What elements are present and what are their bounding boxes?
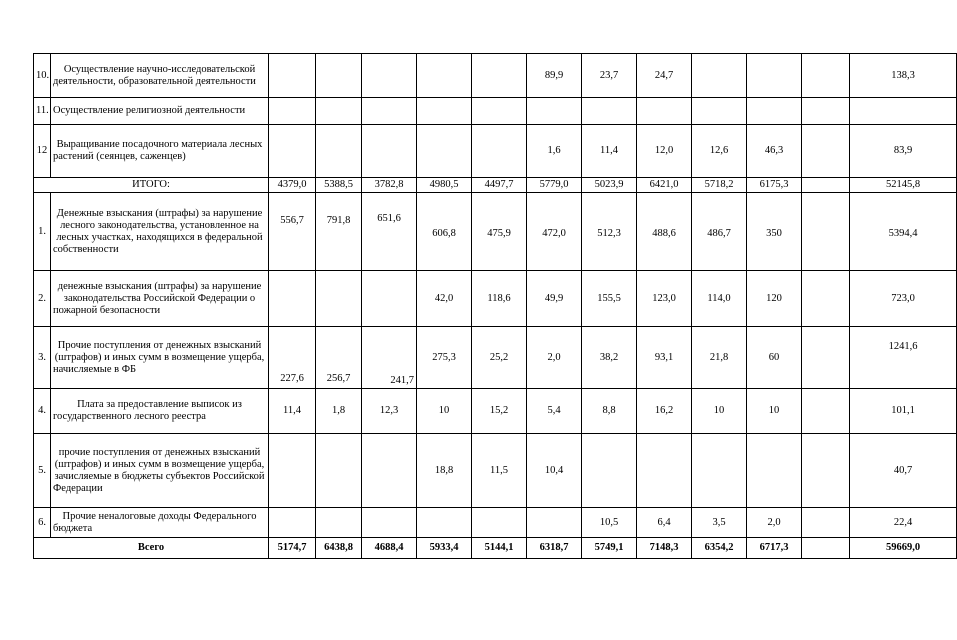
row-number: 5. — [34, 434, 51, 508]
cell — [802, 98, 850, 125]
cell — [802, 389, 850, 434]
cell — [269, 271, 316, 327]
cell: 60 — [747, 327, 802, 389]
cell: 2,0 — [747, 508, 802, 538]
cell: 1,8 — [316, 389, 362, 434]
cell: 5779,0 — [527, 178, 582, 193]
cell: 350 — [747, 193, 802, 271]
table-row — [34, 125, 957, 178]
cell: 21,8 — [692, 327, 747, 389]
cell: 23,7 — [582, 54, 637, 98]
grand-total-row — [34, 538, 957, 559]
cell: 46,3 — [747, 125, 802, 178]
cell: 11,4 — [269, 389, 316, 434]
cell — [269, 508, 316, 538]
cell: 475,9 — [472, 193, 527, 271]
cell: 10 — [417, 389, 472, 434]
subtotal-label: ИТОГО: — [34, 178, 269, 193]
row-number: 6. — [34, 508, 51, 538]
cell: 4379,0 — [269, 178, 316, 193]
cell: 123,0 — [637, 271, 692, 327]
cell — [417, 125, 472, 178]
cell — [362, 125, 417, 178]
cell: 38,2 — [582, 327, 637, 389]
cell: 93,1 — [637, 327, 692, 389]
cell: 18,8 — [417, 434, 472, 508]
row-number: 10. — [34, 54, 51, 98]
cell: 114,0 — [692, 271, 747, 327]
cell: 24,7 — [637, 54, 692, 98]
table-row — [34, 434, 957, 508]
cell — [316, 271, 362, 327]
cell: 8,8 — [582, 389, 637, 434]
cell: 5718,2 — [692, 178, 747, 193]
cell — [637, 98, 692, 125]
cell — [316, 508, 362, 538]
cell: 25,2 — [472, 327, 527, 389]
cell — [527, 98, 582, 125]
cell — [316, 434, 362, 508]
cell: 49,9 — [527, 271, 582, 327]
cell: 1,6 — [527, 125, 582, 178]
cell: 6354,2 — [692, 538, 747, 559]
total-cell: 101,1 — [850, 389, 957, 434]
cell — [747, 434, 802, 508]
cell: 3782,8 — [362, 178, 417, 193]
row-number: 3. — [34, 327, 51, 389]
table-row — [34, 389, 957, 434]
cell: 556,7 — [269, 193, 316, 271]
cell: 10,4 — [527, 434, 582, 508]
table-row — [34, 508, 957, 538]
table-row — [34, 193, 957, 271]
cell: 2,0 — [527, 327, 582, 389]
cell: 472,0 — [527, 193, 582, 271]
cell: 15,2 — [472, 389, 527, 434]
cell — [269, 434, 316, 508]
cell — [362, 98, 417, 125]
row-number: 12 — [34, 125, 51, 178]
cell — [269, 54, 316, 98]
cell: 10 — [747, 389, 802, 434]
cell: 12,3 — [362, 389, 417, 434]
cell: 791,8 — [316, 193, 362, 271]
cell — [362, 434, 417, 508]
cell: 5144,1 — [472, 538, 527, 559]
row-description: Выращивание посадочного материала лесных растений (сеянцев, саженцев) — [51, 125, 269, 178]
cell: 4497,7 — [472, 178, 527, 193]
cell — [362, 54, 417, 98]
cell — [582, 434, 637, 508]
cell: 486,7 — [692, 193, 747, 271]
total-cell: 1241,6 — [850, 327, 957, 389]
cell: 155,5 — [582, 271, 637, 327]
cell — [802, 54, 850, 98]
cell — [747, 98, 802, 125]
cell: 5,4 — [527, 389, 582, 434]
cell: 6717,3 — [747, 538, 802, 559]
row-description: Прочие поступления от денежных взысканий (штрафов) и иных сумм в возмещение ущерба, начисляемые в ФБ — [51, 327, 269, 389]
cell: 6175,3 — [747, 178, 802, 193]
subtotal-row — [34, 178, 957, 193]
cell — [637, 434, 692, 508]
table-row — [34, 54, 957, 98]
cell — [472, 125, 527, 178]
table-row — [34, 271, 957, 327]
cell — [802, 434, 850, 508]
cell — [269, 125, 316, 178]
cell — [802, 271, 850, 327]
cell: 89,9 — [527, 54, 582, 98]
cell — [802, 125, 850, 178]
cell: 512,3 — [582, 193, 637, 271]
cell — [692, 54, 747, 98]
cell — [316, 98, 362, 125]
cell — [417, 98, 472, 125]
cell — [692, 434, 747, 508]
cell: 120 — [747, 271, 802, 327]
cell: 6438,8 — [316, 538, 362, 559]
cell: 6,4 — [637, 508, 692, 538]
cell — [802, 193, 850, 271]
row-number: 1. — [34, 193, 51, 271]
cell — [802, 508, 850, 538]
row-description: Прочие неналоговые доходы Федерального бюджета — [51, 508, 269, 538]
row-description: Осуществление религиозной деятельности — [51, 98, 269, 125]
total-cell: 59669,0 — [850, 538, 957, 559]
cell: 11,4 — [582, 125, 637, 178]
cell: 5749,1 — [582, 538, 637, 559]
cell: 488,6 — [637, 193, 692, 271]
cell: 241,7 — [362, 327, 417, 389]
total-cell: 52145,8 — [850, 178, 957, 193]
cell: 227,6 — [269, 327, 316, 389]
cell — [692, 98, 747, 125]
cell: 7148,3 — [637, 538, 692, 559]
row-number: 2. — [34, 271, 51, 327]
cell: 651,6 — [362, 193, 417, 271]
cell: 10 — [692, 389, 747, 434]
cell: 5174,7 — [269, 538, 316, 559]
cell: 42,0 — [417, 271, 472, 327]
cell — [362, 271, 417, 327]
row-description: прочие поступления от денежных взысканий (штрафов) и иных сумм в возмещение ущерба, зачисляемые в бюджеты субъектов Российской Федерации — [51, 434, 269, 508]
cell — [472, 98, 527, 125]
cell — [417, 508, 472, 538]
cell — [582, 98, 637, 125]
cell — [747, 54, 802, 98]
cell: 12,6 — [692, 125, 747, 178]
cell — [316, 125, 362, 178]
cell: 10,5 — [582, 508, 637, 538]
total-cell — [850, 98, 957, 125]
cell: 275,3 — [417, 327, 472, 389]
cell — [417, 54, 472, 98]
row-description: Осуществление научно-исследовательской деятельности, образовательной деятельности — [51, 54, 269, 98]
cell: 5388,5 — [316, 178, 362, 193]
row-number: 4. — [34, 389, 51, 434]
cell: 5933,4 — [417, 538, 472, 559]
cell — [472, 54, 527, 98]
cell — [802, 538, 850, 559]
cell — [472, 508, 527, 538]
total-cell: 83,9 — [850, 125, 957, 178]
grand-total-label: Всего — [34, 538, 269, 559]
cell: 3,5 — [692, 508, 747, 538]
cell — [802, 327, 850, 389]
cell: 11,5 — [472, 434, 527, 508]
total-cell: 5394,4 — [850, 193, 957, 271]
cell: 6421,0 — [637, 178, 692, 193]
total-cell: 22,4 — [850, 508, 957, 538]
cell: 16,2 — [637, 389, 692, 434]
cell: 6318,7 — [527, 538, 582, 559]
table-row — [34, 98, 957, 125]
total-cell: 723,0 — [850, 271, 957, 327]
cell — [527, 508, 582, 538]
cell: 5023,9 — [582, 178, 637, 193]
cell — [269, 98, 316, 125]
total-cell: 40,7 — [850, 434, 957, 508]
budget-table — [33, 53, 957, 559]
cell: 256,7 — [316, 327, 362, 389]
cell: 4980,5 — [417, 178, 472, 193]
cell — [802, 178, 850, 193]
row-number: 11. — [34, 98, 51, 125]
row-description: Плата за предоставление выписок из государственного лесного реестра — [51, 389, 269, 434]
cell — [316, 54, 362, 98]
total-cell: 138,3 — [850, 54, 957, 98]
cell: 118,6 — [472, 271, 527, 327]
cell: 12,0 — [637, 125, 692, 178]
cell: 606,8 — [417, 193, 472, 271]
cell: 4688,4 — [362, 538, 417, 559]
table-row — [34, 327, 957, 389]
row-description: Денежные взыскания (штрафы) за нарушение лесного законодательства, установленное на лесных участках, находящихся в федеральной собственности — [51, 193, 269, 271]
row-description: денежные взыскания (штрафы) за нарушение законодательства Российской Федерации о пожарной безопасности — [51, 271, 269, 327]
cell — [362, 508, 417, 538]
